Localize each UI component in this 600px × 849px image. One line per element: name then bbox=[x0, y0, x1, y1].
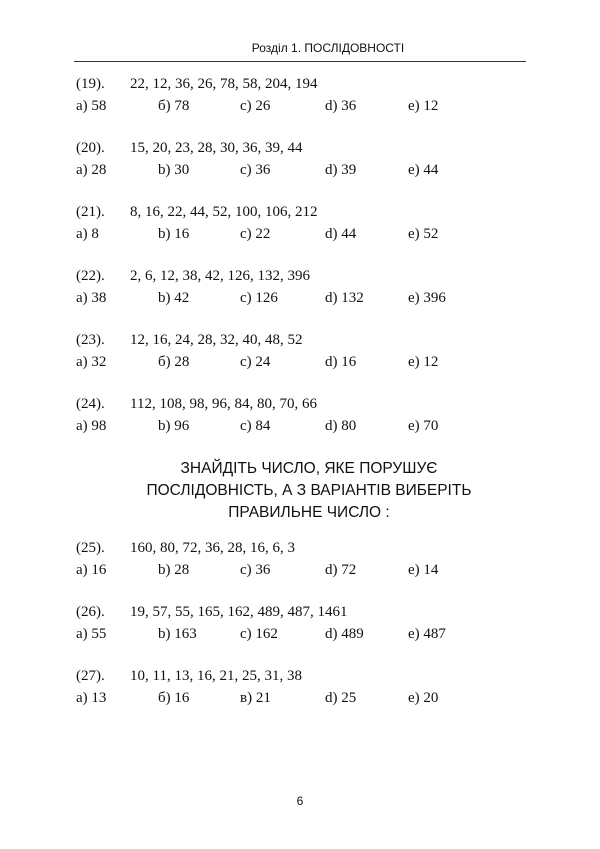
problem-number: (19). bbox=[76, 76, 105, 92]
running-header: Розділ 1. ПОСЛІДОВНОСТІ bbox=[251, 41, 405, 55]
problem-number: (26). bbox=[76, 604, 105, 620]
problem-20 bbox=[76, 137, 536, 181]
option-b: b) 96 bbox=[158, 418, 190, 434]
option-b: б) 78 bbox=[158, 98, 190, 114]
option-c: с) 26 bbox=[240, 98, 271, 114]
problem-sequence: 10, 11, 13, 16, 21, 25, 31, 38 bbox=[130, 668, 302, 684]
option-a: а) 38 bbox=[76, 290, 107, 306]
problem-number: (23). bbox=[76, 332, 105, 348]
problem-sequence: 160, 80, 72, 36, 28, 16, 6, 3 bbox=[130, 540, 295, 556]
problem-sequence: 8, 16, 22, 44, 52, 100, 106, 212 bbox=[130, 204, 318, 220]
option-b: б) 28 bbox=[158, 354, 190, 370]
option-e: е) 20 bbox=[408, 690, 439, 706]
option-e: e) 52 bbox=[408, 226, 439, 242]
option-d: d) 39 bbox=[325, 162, 357, 178]
section-heading bbox=[0, 458, 600, 524]
option-b: b) 30 bbox=[158, 162, 190, 178]
option-c: c) 162 bbox=[240, 626, 278, 642]
problem-19 bbox=[76, 73, 536, 117]
header-rule bbox=[74, 61, 526, 62]
problem-24 bbox=[76, 393, 536, 437]
option-c: c) 84 bbox=[240, 418, 271, 434]
option-c: c) 36 bbox=[240, 162, 271, 178]
option-d: d) 16 bbox=[325, 354, 357, 370]
problem-21 bbox=[76, 201, 536, 245]
problem-number: (21). bbox=[76, 204, 105, 220]
problem-sequence: 12, 16, 24, 28, 32, 40, 48, 52 bbox=[130, 332, 303, 348]
option-c: c) 126 bbox=[240, 290, 278, 306]
problem-number: (24). bbox=[76, 396, 105, 412]
option-a: а) 16 bbox=[76, 562, 107, 578]
option-a: а) 98 bbox=[76, 418, 107, 434]
option-b: b) 42 bbox=[158, 290, 190, 306]
heading-line-1: ЗНАЙДІТЬ ЧИСЛО, ЯКЕ ПОРУШУЄ bbox=[180, 460, 438, 477]
option-b: b) 16 bbox=[158, 226, 190, 242]
option-a: а) 55 bbox=[76, 626, 107, 642]
option-b: b) 28 bbox=[158, 562, 190, 578]
option-b: б) 16 bbox=[158, 690, 190, 706]
option-a: а) 58 bbox=[76, 98, 107, 114]
option-d: d) 489 bbox=[325, 626, 364, 642]
problem-sequence: 2, 6, 12, 38, 42, 126, 132, 396 bbox=[130, 268, 310, 284]
option-b: b) 163 bbox=[158, 626, 197, 642]
problem-25 bbox=[76, 537, 536, 581]
option-c: с) 24 bbox=[240, 354, 271, 370]
problem-number: (25). bbox=[76, 540, 105, 556]
problem-22 bbox=[76, 265, 536, 309]
option-e: e) 14 bbox=[408, 562, 439, 578]
problem-sequence: 22, 12, 36, 26, 78, 58, 204, 194 bbox=[130, 76, 318, 92]
option-e: е) 12 bbox=[408, 354, 439, 370]
option-c: в) 21 bbox=[240, 690, 271, 706]
problem-sequence: 19, 57, 55, 165, 162, 489, 487, 1461 bbox=[130, 604, 348, 620]
problem-23 bbox=[76, 329, 536, 373]
heading-line-2: ПОСЛІДОВНІСТЬ, А З ВАРІАНТІВ ВИБЕРІТЬ bbox=[146, 482, 472, 499]
problem-26 bbox=[76, 601, 536, 645]
option-d: d) 132 bbox=[325, 290, 364, 306]
option-e: е) 12 bbox=[408, 98, 439, 114]
option-e: e) 44 bbox=[408, 162, 439, 178]
option-d: d) 25 bbox=[325, 690, 357, 706]
option-a: а) 28 bbox=[76, 162, 107, 178]
page-number: 6 bbox=[296, 794, 304, 808]
problem-sequence: 112, 108, 98, 96, 84, 80, 70, 66 bbox=[130, 396, 317, 412]
option-e: e) 70 bbox=[408, 418, 439, 434]
option-e: e) 487 bbox=[408, 626, 446, 642]
option-d: d) 72 bbox=[325, 562, 357, 578]
problem-number: (27). bbox=[76, 668, 105, 684]
option-c: c) 22 bbox=[240, 226, 271, 242]
option-d: d) 44 bbox=[325, 226, 357, 242]
option-c: c) 36 bbox=[240, 562, 271, 578]
heading-line-3: ПРАВИЛЬНЕ ЧИСЛО : bbox=[228, 504, 390, 521]
option-a: а) 32 bbox=[76, 354, 107, 370]
problem-number: (20). bbox=[76, 140, 105, 156]
option-a: а) 13 bbox=[76, 690, 107, 706]
option-a: а) 8 bbox=[76, 226, 99, 242]
option-d: d) 80 bbox=[325, 418, 357, 434]
problem-number: (22). bbox=[76, 268, 105, 284]
problem-27 bbox=[76, 665, 536, 709]
option-d: d) 36 bbox=[325, 98, 357, 114]
problem-sequence: 15, 20, 23, 28, 30, 36, 39, 44 bbox=[130, 140, 303, 156]
option-e: e) 396 bbox=[408, 290, 446, 306]
